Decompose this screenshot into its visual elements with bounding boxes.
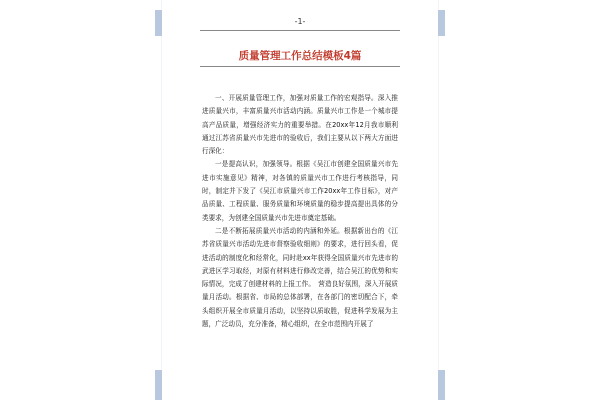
paragraph: 一、开展质量管理工作，加强对质量工作的宏观指导。深入推进质量兴市，丰富质量兴市活动内涵。质量兴市工作是一个城市提高产品质量，增强经济实力的重要举措。在20xx年12月我市顺利通过江苏省质量兴市先进市的验收后，我们主要从以下两大方面进行深化：: [202, 94, 398, 156]
document-page: [162, 0, 438, 400]
document-title: 质量管理工作总结模板4篇: [238, 50, 362, 62]
document-body: [202, 92, 398, 331]
page-number: -1-: [294, 17, 306, 26]
header-rule: [200, 30, 400, 31]
paragraph: 一是提高认识，加强领导。根据《吴江市创建全国质量兴市先进市实施意见》精神，对各镇的质量兴市工作进行考核指导，同时，制定并下发了《吴江市质量兴市工作20xx年工作目标》，对产品质量、工程质量、服务质量和环境质量的稳步提高提出具体的分类要求，为创建全国质量兴市先进市奠定基础。: [202, 160, 398, 222]
paragraph: 二是不断拓展质量兴市活动的内涵和外延。根据新出台的《江苏省质量兴市活动先进市督察验收细则》的要求，进行回头看，促进活动的制度化和经常化，同时赴xx年获得全国质量兴市先进市的武进区学习取经，对原有材料进行修改完善，结合吴江的优势和实际情况，完成了创建材料的上报工作。 营造良好氛围，深入开展质量月活动。根据省、市局的总体部署，在各部门的密切配合下，牵头组织开展全市质量月活动，以坚持以质取胜，促进科学发展为主题，广泛动员，充分准备，精心组织，在全市范围内开展了: [202, 226, 398, 329]
title-rule: [200, 66, 400, 67]
